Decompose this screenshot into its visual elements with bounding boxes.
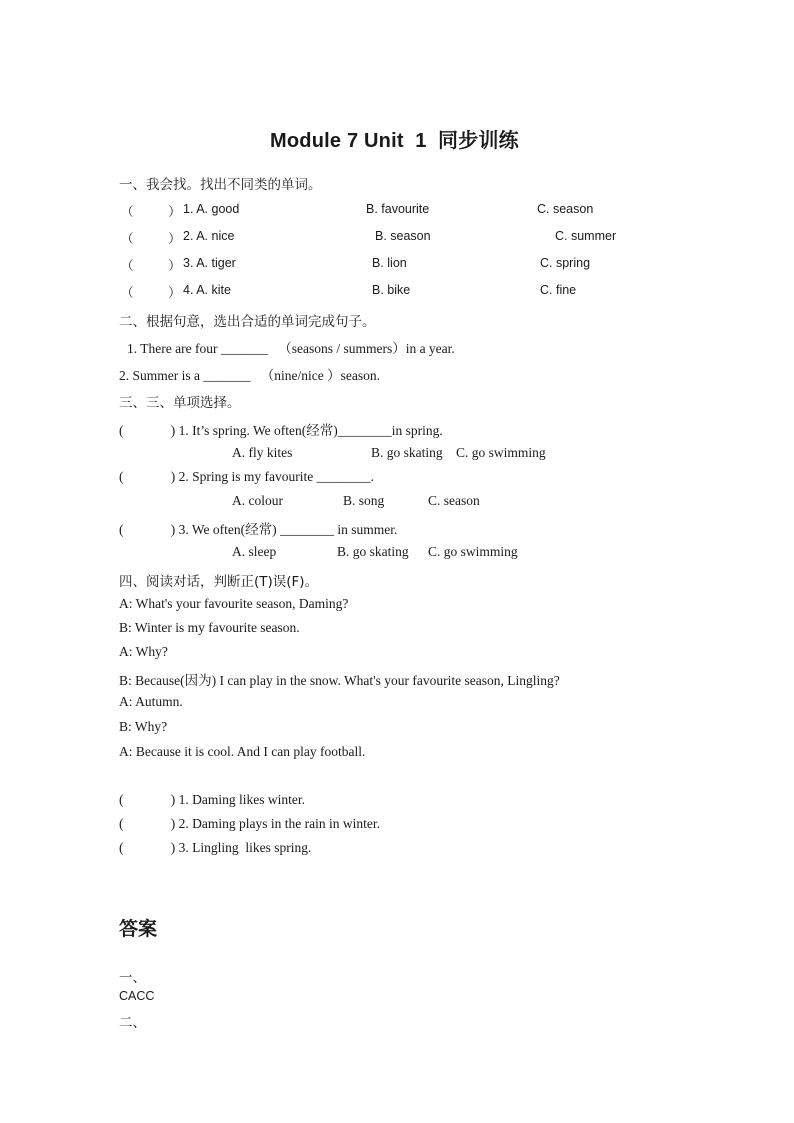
judgement-item: ( ) 1. Daming likes winter. [119,792,305,807]
choice-c: C. go swimming [456,445,546,460]
answer-paren: （ ） [121,205,181,219]
dialogue-line: B: Winter is my favourite season. [119,620,300,635]
choice-c: C. season [428,493,480,508]
judgement-item: ( ) 3. Lingling likes spring. [119,840,312,855]
page-title: Module 7 Unit 1 同步训练 [270,130,519,152]
section4-heading: 四、阅读对话，判断正(T)误(F)。 [119,574,319,590]
option-c: C. season [537,202,594,216]
option-c: C. summer [555,229,617,243]
answers-heading: 答案 [119,918,158,940]
dialogue-line: A: Why? [119,644,168,659]
choice-a: A. fly kites [232,445,293,460]
option-a: 4. A. kite [183,283,231,297]
answer-paren: （ ） [121,232,181,246]
section3-heading: 三、三、单项选择。 [119,395,241,411]
dialogue-line: A: What's your favourite season, Daming? [119,596,349,611]
fill-blank-item: 1. There are four _______ （seasons / summers）in a year. [127,341,455,356]
dialogue-line: A: Because it is cool. And I can play football. [119,744,366,759]
answers-section1-label: 一、 [119,970,146,986]
choice-b: B. go skating [371,445,443,460]
option-b: B. favourite [366,202,430,216]
section1-heading: 一、我会找。找出不同类的单词。 [119,177,322,193]
question-stem: ( ) 1. It’s spring. We often(经常)________in spring. [119,423,443,438]
option-c: C. fine [540,283,577,297]
judgement-item: ( ) 2. Daming plays in the rain in winter. [119,816,380,831]
answers-section2-label: 二、 [119,1015,146,1031]
choice-a: A. colour [232,493,283,508]
choice-b: B. song [343,493,385,508]
option-a: 3. A. tiger [183,256,236,270]
question-stem: ( ) 3. We often(经常) ________ in summer. [119,522,398,537]
dialogue-line: B: Why? [119,719,168,734]
option-b: B. lion [372,256,407,270]
answers-section1-value: CACC [119,989,155,1003]
dialogue-line: A: Autumn. [119,694,183,709]
option-c: C. spring [540,256,591,270]
option-b: B. season [375,229,431,243]
option-a: 2. A. nice [183,229,235,243]
answer-paren: （ ） [121,286,181,300]
fill-blank-item: 2. Summer is a _______ （nine/nice ）season. [119,368,380,383]
choice-c: C. go swimming [428,544,518,559]
choice-a: A. sleep [232,544,277,559]
dialogue-line: B: Because(因为) I can play in the snow. What's your favourite season, Lingling? [119,673,560,688]
choice-b: B. go skating [337,544,409,559]
option-a: 1. A. good [183,202,240,216]
option-b: B. bike [372,283,411,297]
section2-heading: 二、根据句意，选出合适的单词完成句子。 [119,314,376,330]
question-stem: ( ) 2. Spring is my favourite ________. [119,469,374,484]
answer-paren: （ ） [121,259,181,273]
